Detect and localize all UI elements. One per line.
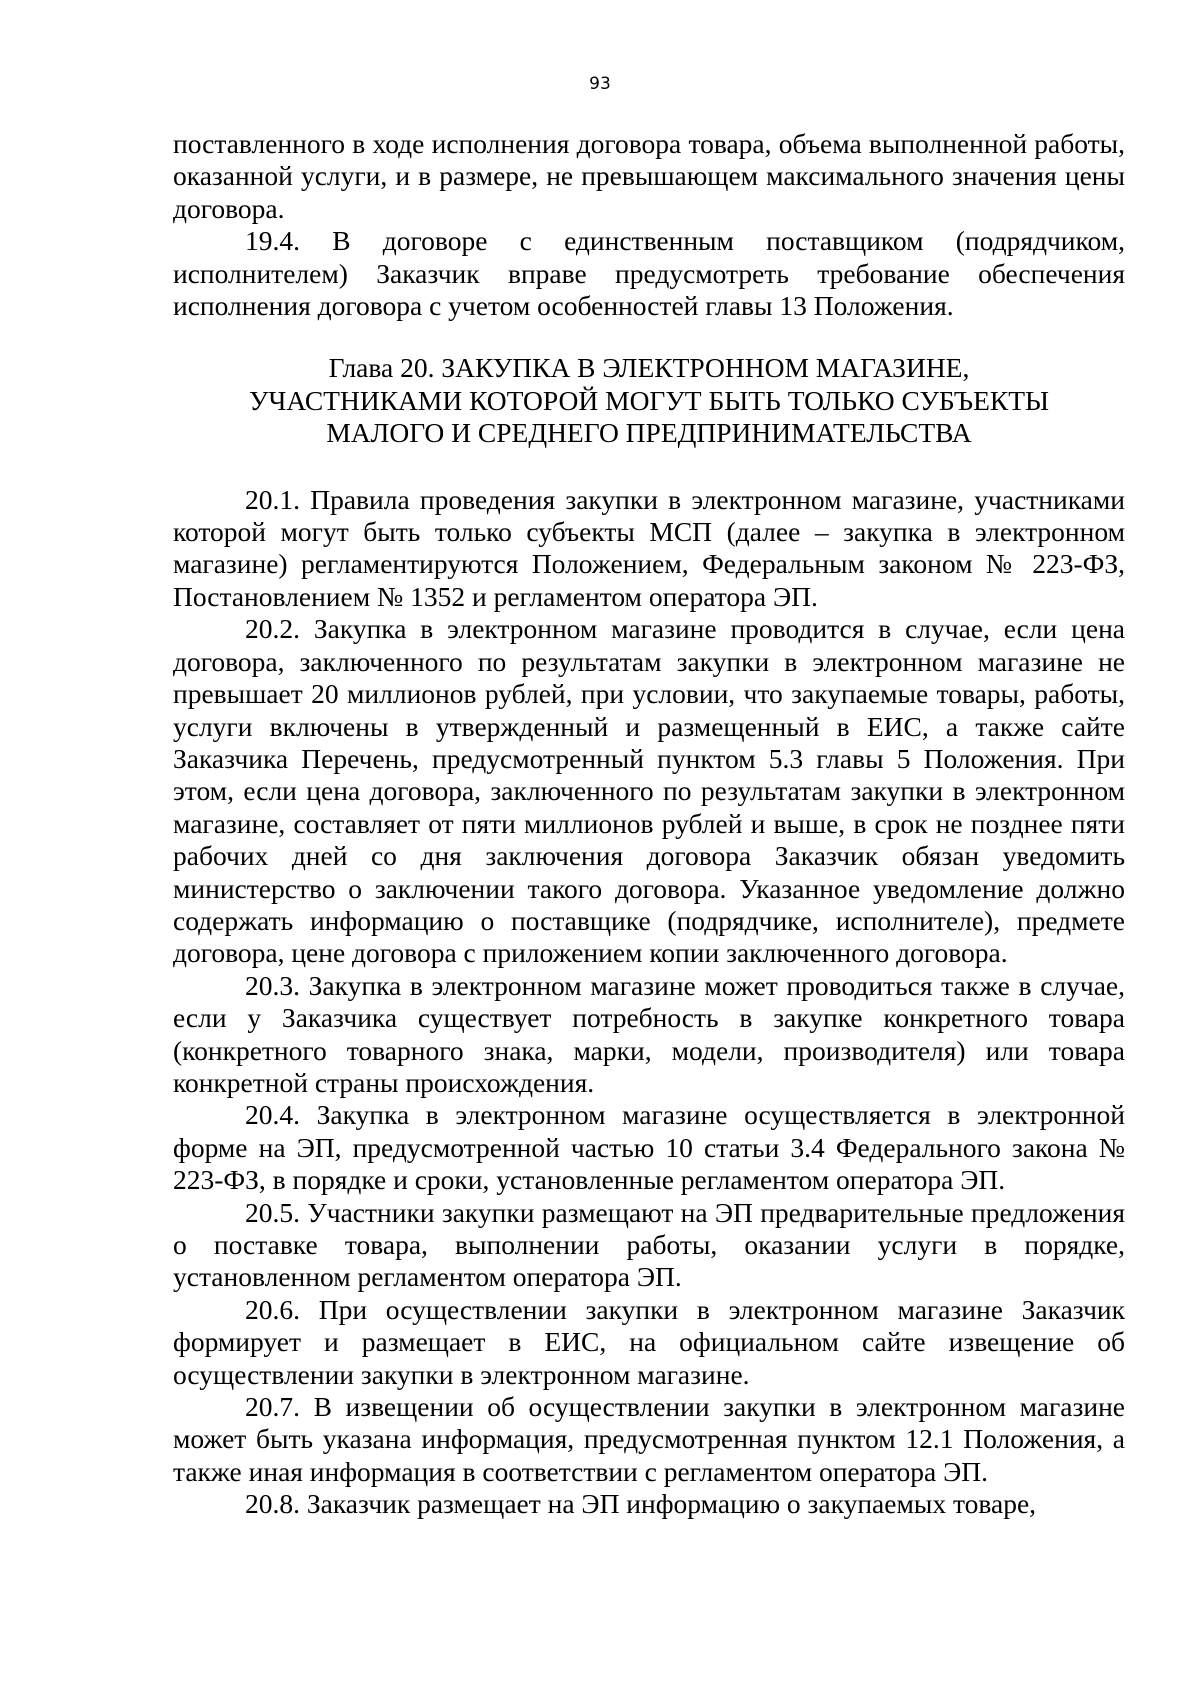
chapter-heading bbox=[173, 352, 1125, 449]
chapter-title-line-1: Глава 20. ЗАКУПКА В ЭЛЕКТРОННОМ МАГАЗИНЕ, bbox=[328, 352, 970, 384]
chapter-title-line-2: УЧАСТНИКАМИ КОТОРОЙ МОГУТ БЫТЬ ТОЛЬКО СУБЪЕКТЫ bbox=[249, 384, 1049, 416]
paragraph-20-4: 20.4. Закупка в электронном магазине осуществляется в электронной форме на ЭП, предусмотренной частью 10 статьи 3.4 Федерального закона № 223-ФЗ, в порядке и сроки, установленные регламентом оператора ЭП. bbox=[173, 1099, 1125, 1196]
paragraph-20-1: 20.1. Правила проведения закупки в электронном магазине, участниками которой могут быть только субъекты МСП (далее – закупка в электронном магазине) регламентируются Положением, Федеральным законом № 223-ФЗ, Постановлением № 1352 и регламентом оператора ЭП. bbox=[173, 483, 1125, 612]
document-body bbox=[173, 128, 1125, 1521]
chapter-title-line-3: МАЛОГО И СРЕДНЕГО ПРЕДПРИНИМАТЕЛЬСТВА bbox=[326, 417, 972, 449]
paragraph-20-5: 20.5. Участники закупки размещают на ЭП предварительные предложения о поставке товара, выполнении работы, оказании услуги в порядке, установленном регламентом оператора ЭП. bbox=[173, 1196, 1125, 1293]
paragraph-20-3: 20.3. Закупка в электронном магазине может проводиться также в случае, если у Заказчика существует потребность в закупке конкретного товара (конкретного товарного знака, марки, модели, производителя) или товара конкретной страны происхождения. bbox=[173, 969, 1125, 1098]
paragraph-20-2: 20.2. Закупка в электронном магазине проводится в случае, если цена договора, заключенного по результатам закупки в электронном магазине не превышает 20 миллионов рублей, при условии, что закупаемые товары, работы, услуги включены в утвержденный и размещенный в ЕИС, а также сайте Заказчика Перечень, предусмотренный пунктом 5.3 главы 5 Положения. При этом, если цена договора, заключенного по результатам закупки в электронном магазине, составляет от пяти миллионов рублей и выше, в срок не позднее пяти рабочих дней со дня заключения договора Заказчик обязан уведомить министерство о заключении такого договора. Указанное уведомление должно содержать информацию о поставщике (подрядчике, исполнителе), предмете договора, цене договора с приложением копии заключенного договора. bbox=[173, 613, 1125, 969]
page-number: 93 bbox=[589, 74, 611, 94]
paragraph-20-7: 20.7. В извещении об осуществлении закупки в электронном магазине может быть указана информация, предусмотренная пунктом 12.1 Положения, а также иная информация в соответствии с регламентом оператора ЭП. bbox=[173, 1391, 1125, 1487]
paragraph-continuation: поставленного в ходе исполнения договора товара, объема выполненной работы, оказанной услуги, и в размере, не превышающем максимального значения цены договора. bbox=[173, 128, 1125, 224]
paragraph-19-4: 19.4. В договоре с единственным поставщиком (подрядчиком, исполнителем) Заказчик вправе предусмотреть требование обеспечения исполнения договора с учетом особенностей главы 13 Положения. bbox=[173, 225, 1125, 322]
paragraph-20-8: 20.8. Заказчик размещает на ЭП информацию о закупаемых товаре, bbox=[245, 1488, 1037, 1520]
paragraph-20-6: 20.6. При осуществлении закупки в электронном магазине Заказчик формирует и размещает в ЕИС, на официальном сайте извещение об осуществлении закупки в электронном магазине. bbox=[173, 1293, 1125, 1390]
